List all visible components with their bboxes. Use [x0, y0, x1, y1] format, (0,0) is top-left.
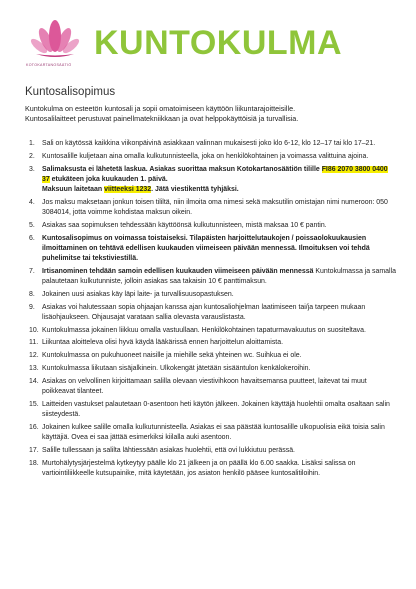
- rule-number: 1.: [29, 140, 35, 147]
- rule-number: 14.: [29, 377, 39, 385]
- rule-text: Kuntokulmassa liikutaan sisäjalkinein. Ulkokengät jätetään sisääntulon kenkälokeroihin.: [42, 364, 311, 372]
- rule-item: [25, 423, 397, 443]
- rule-item: [25, 152, 397, 162]
- rule-text: Salille tullessaan ja salilta lähtiessään asiakas huolehtii, että ovi lukkiutuu perässä.: [42, 446, 295, 454]
- pink-lotus-icon: [30, 16, 80, 60]
- rule-text: Asiakas on velvollinen kirjoittamaan salilla olevaan viestivihkoon havaitsemansa puutteet, laitevat tai muut poikkeavat tilanteet.: [42, 377, 367, 395]
- rule-number: 5.: [29, 221, 35, 229]
- rule-item: [25, 351, 397, 361]
- rule-number: 7.: [29, 267, 35, 275]
- rule-text: Kuntokulmassa ja samalla palautetaan kulkutunniste, jolloin asiakas saa takaisin 10 € panttimaksun.: [42, 267, 396, 285]
- rule-item: [25, 290, 397, 300]
- rule-number: 16.: [29, 423, 39, 431]
- rules-list: [25, 139, 397, 482]
- intro-line: Kuntosalilaitteet perustuvat painellmatekniikkaan ja ovat helppokäyttöisiä ja turvallisia.: [25, 114, 299, 124]
- rule-text-bold: Salimaksusta ei lähetetä laskua. Asiakas suorittaa maksun Kotokartanosäätiön tilille: [42, 165, 320, 173]
- rule-number: 9.: [29, 303, 35, 311]
- rule-item: [25, 139, 397, 149]
- rule-text: Sali on käytössä kaikkina viikonpäivinä asiakkaan valinnan mukaisesti joko klo 6-12, klo 12–17 tai klo 17–21.: [42, 140, 376, 147]
- intro: [25, 104, 395, 125]
- header: [18, 14, 408, 74]
- rule-number: 3.: [29, 165, 35, 173]
- rule-item: [25, 165, 397, 196]
- rule-number: 17.: [29, 446, 39, 454]
- rule-number: 11.: [29, 339, 39, 347]
- reference-highlight: viitteeksi 1232: [104, 186, 152, 193]
- rule-text: Laitteiden vastukset palautetaan 0-asentoon heti käytön jälkeen. Jokainen käyttäjä huolehtii omalta osaltaan salin siisteydestä.: [42, 400, 390, 418]
- rule-text: Murtohälytysjärjestelmä kytkeytyy päälle klo 21 jälkeen ja on päällä klo 6.00 saakka. Lisäksi salissa on vartiointiliikkeelle kutsupainike, mitä käytetään, jos asiaton henkilö pääsee kuntosalitiloihin.: [42, 459, 356, 477]
- rule-number: 4.: [29, 198, 35, 206]
- rule-text-bold: etukäteen joka kuukauden 1. päivä.: [51, 175, 168, 183]
- rule-item: [25, 303, 397, 323]
- rule-text: Asiakas voi halutessaan sopia ohjaajan kanssa ajan kuntosaliohjelman laatimiseen tai/ja tarpeen mukaan lisäohjaukseen. Ohjausajat varataan sallia olevasta varauslistasta.: [42, 303, 366, 321]
- rule-text-bold: . Jätä viestikenttä tyhjäksi.: [151, 186, 239, 193]
- rule-text: Kuntosalille kuljetaan aina omalla kulkutunnisteella, joka on henkilökohtainen ja voimassa valittuina ajoina.: [42, 152, 369, 160]
- rule-number: 10.: [29, 326, 39, 334]
- rule-item: [25, 338, 397, 348]
- rule-item: [25, 326, 397, 336]
- rule-item: [25, 377, 397, 397]
- rule-item: [25, 221, 397, 231]
- iban-highlight: FI86 2070 3800 0400 37: [42, 165, 388, 183]
- rule-text: Jokainen uusi asiakas käy läpi laite- ja turvallisuusopastuksen.: [42, 290, 234, 298]
- rule-number: 6.: [29, 234, 35, 242]
- rule-text-bold: Kuntosalisopimus on voimassa toistaiseksi. Tilapäisten harjoittelutaukojen / poissaolokuukausien ilmoittaminen on tehtävä edellisen kuukauden viimeiseen päivään mennessä. Ilmoituksen voi tehdä puhelimitse tai tekstiviestillä.: [42, 234, 370, 262]
- rule-item: [25, 234, 397, 265]
- rule-number: 12.: [29, 352, 39, 360]
- rule-item: [25, 400, 397, 420]
- page-title: Kuntosalisopimus: [25, 86, 116, 98]
- rule-item: [25, 198, 397, 218]
- rule-item: [25, 364, 397, 374]
- org-name: KOTOKARTANOSÄÄTIÖ: [26, 63, 72, 67]
- brand-title: KUNTOKULMA: [94, 24, 343, 62]
- rule-number: 2.: [29, 152, 35, 160]
- rule-text-bold: Maksuun laitetaan: [42, 186, 103, 193]
- rule-item: [25, 446, 397, 456]
- rule-text: Jos maksu maksetaan jonkun toisen tililtä, niin ilmoita oma nimesi sekä maksutilin omistajan nimi numeroon: 050 3084014, jotta voimme kohdistaa maksun oikein.: [42, 198, 388, 216]
- rule-number: 18.: [29, 459, 39, 467]
- rule-text: Jokainen kulkee salille omalla kulkutunnisteella. Asiakas ei saa päästää kuntosalille ulkopuolisia eikä toisia salin käyttäjiä. Ovea ei saa jättää esimerkiksi kiilalla auki asentoon.: [42, 423, 385, 441]
- rule-item: [25, 267, 397, 287]
- rule-number: 13.: [29, 364, 39, 372]
- rule-text: Kuntokulmassa jokainen liikkuu omalla vastuullaan. Henkilökohtainen tapaturmavakuutus on suositeltava.: [42, 326, 366, 334]
- rule-text-bold: Irtisanominen tehdään samoin edellisen kuukauden viimeiseen päivään mennessä: [42, 267, 314, 275]
- rule-text: Liikuntaa aloitteleva olisi hyvä käydä lääkärissä ennen harjoittelun aloittamista.: [42, 339, 284, 347]
- rule-text: Kuntokulmassa on pukuhuoneet naisille ja miehille sekä yhteinen wc. Suihkua ei ole.: [42, 352, 302, 360]
- rule-number: 8.: [29, 290, 35, 298]
- intro-line: Kuntokulma on esteetön kuntosali ja sopii omatoimiseen käyttöön liikuntarajoitteisille.: [25, 104, 296, 113]
- rule-number: 15.: [29, 400, 39, 408]
- rule-text: Asiakas saa sopimuksen tehdessään käyttöönsä kulkutunnisteen, mistä maksaa 10 € pantin.: [42, 221, 327, 229]
- rule-item: [25, 459, 397, 479]
